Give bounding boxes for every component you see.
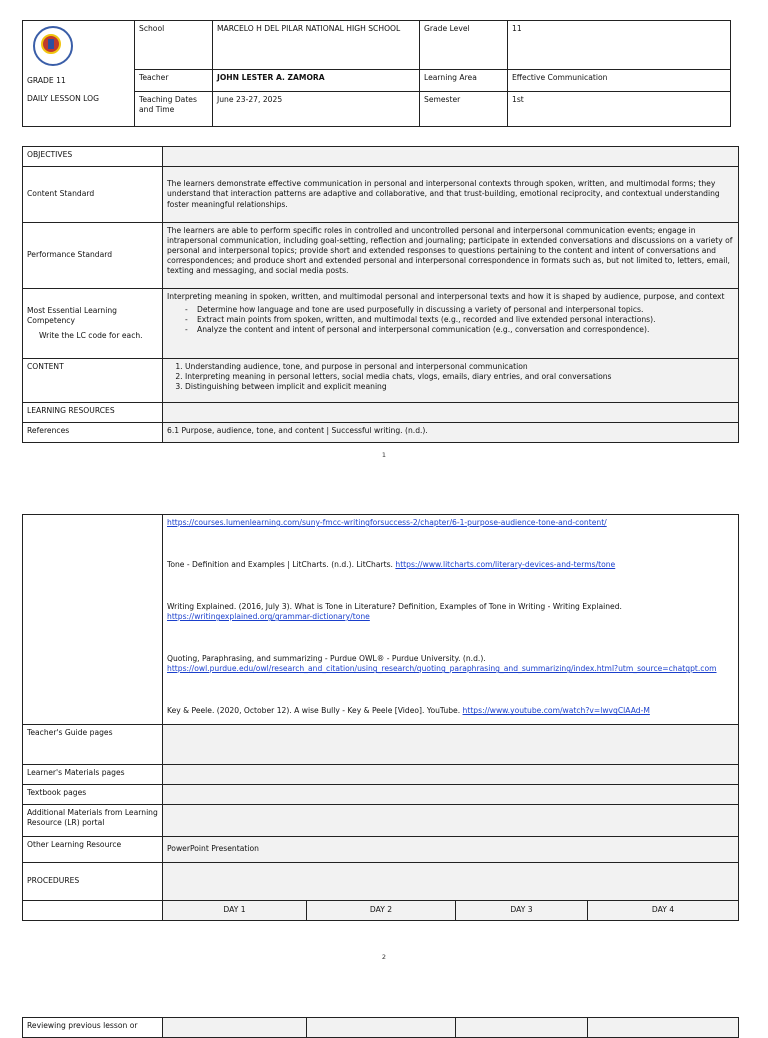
melc-item: - Determine how language and tone are used purposefully in discussing a variety of personal and interpersonal topics. <box>197 305 734 315</box>
school-label: School <box>135 21 213 70</box>
procedures-label: PROCEDURES <box>23 863 163 901</box>
grade-level-value: 11 <box>508 21 731 70</box>
learning-resources-value <box>163 403 739 423</box>
performance-standard-label: Performance Standard <box>23 223 163 289</box>
learning-resources-label: LEARNING RESOURCES <box>23 403 163 423</box>
semester-value: 1st <box>508 91 731 126</box>
objectives-table <box>22 146 739 443</box>
content-item: 2. Interpreting meaning in personal letters, social media chats, vlogs, emails, diary entries, and oral conversations <box>185 372 734 382</box>
objectives-value <box>163 147 739 167</box>
header-table <box>22 20 731 127</box>
references-label: References <box>23 423 163 443</box>
logo-cell <box>23 21 135 70</box>
semester-label: Semester <box>420 91 508 126</box>
content-item: 3. Distinguishing between implicit and explicit meaning <box>185 382 734 392</box>
textbook-label: Textbook pages <box>23 785 163 805</box>
content-list <box>167 362 734 392</box>
day-3-cell <box>456 1018 588 1038</box>
day-4-cell <box>588 1018 739 1038</box>
melc-label-cell <box>23 289 163 359</box>
learners-materials-value <box>163 765 739 785</box>
dates-value: June 23-27, 2025 <box>213 91 420 126</box>
day-3-header: DAY 3 <box>456 901 588 921</box>
dates-label: Teaching Dates and Time <box>135 91 213 126</box>
reference-link[interactable]: https://www.litcharts.com/literary-devices-and-terms/tone <box>395 560 616 570</box>
page3-table <box>22 1017 739 1038</box>
reference-text: Key & Peele. (2020, October 12). A wise Bully - Key & Peele [Video]. YouTube. <box>167 706 461 716</box>
school-value: MARCELO H DEL PILAR NATIONAL HIGH SCHOOL <box>213 21 420 70</box>
textbook-value <box>163 785 739 805</box>
reference-link[interactable]: https://courses.lumenlearning.com/suny-fmcc-writingforsuccess-2/chapter/6-1-purpose-audience-tone-and-content/ <box>167 518 607 527</box>
reference-link[interactable]: https://writingexplained.org/grammar-dictionary/tone <box>167 612 370 622</box>
grade-title-cell <box>23 69 135 126</box>
references-continued-label <box>23 515 163 725</box>
deped-seal-icon <box>33 26 73 66</box>
other-resource-label: Other Learning Resource <box>23 837 163 863</box>
content-cell <box>163 359 739 403</box>
learning-area-label: Learning Area <box>420 69 508 91</box>
day-2-header: DAY 2 <box>307 901 456 921</box>
melc-list <box>167 305 734 335</box>
melc-item: - Extract main points from spoken, written, and multimodal texts (e.g., recorded and live extended personal interactions). <box>197 315 734 325</box>
teachers-guide-value <box>163 725 739 765</box>
teachers-guide-label: Teacher's Guide pages <box>23 725 163 765</box>
content-item: 1. Understanding audience, tone, and purpose in personal and interpersonal communication <box>185 362 734 372</box>
procedures-value <box>163 863 739 901</box>
days-header-label <box>23 901 163 921</box>
performance-standard-text: The learners are able to perform specific roles in controlled and uncontrolled personal and interpersonal communication events; engage in intrapersonal communication, including goal-setting, reflection and journaling; participate in extended conversations and discussions on a variety of personal and interpersonal topics; provide short and extended responses to questions pertaining to the content and intent of conversations and correspondences; and produce short and extended personal and interpersonal correspondence in formats such as, but not limited to, letters, email, texting and messaging, and social media posts. <box>163 223 739 289</box>
page-number: 1 <box>381 451 387 459</box>
day-1-cell <box>163 1018 307 1038</box>
day-1-header: DAY 1 <box>163 901 307 921</box>
day-4-header: DAY 4 <box>588 901 739 921</box>
melc-cell <box>163 289 739 359</box>
content-standard-text: The learners demonstrate effective communication in personal and interpersonal contexts through spoken, written, and multimodal forms; they understand that interaction patterns are adaptive and collaborative, and that trust-building, emotional reciprocity, and contextual understanding foster meaningful relationships. <box>163 167 739 223</box>
melc-item: - Analyze the content and intent of personal and interpersonal communication (e.g., conversation and correspondence). <box>197 325 734 335</box>
learning-area-value: Effective Communication <box>508 69 731 91</box>
teacher-label: Teacher <box>135 69 213 91</box>
page-number: 2 <box>381 953 387 961</box>
melc-note: Write the LC code for each. <box>39 330 143 340</box>
references-continued-table <box>22 514 739 921</box>
additional-materials-label: Additional Materials from Learning Resource (LR) portal <box>23 805 163 837</box>
references-text: 6.1 Purpose, audience, tone, and content | Successful writing. (n.d.). <box>163 423 739 443</box>
reference-link[interactable]: https://www.youtube.com/watch?v=lwvqClAAd-M <box>462 706 650 716</box>
grade-label: GRADE 11 <box>27 76 66 85</box>
day-2-cell <box>307 1018 456 1038</box>
other-resource-value: PowerPoint Presentation <box>163 837 739 863</box>
grade-level-label: Grade Level <box>420 21 508 70</box>
references-continued-cell <box>163 515 739 725</box>
reference-text: Quoting, Paraphrasing, and summarizing - Purdue OWL® - Purdue University. (n.d.). <box>167 654 486 664</box>
melc-intro: Interpreting meaning in spoken, written, and multimodal personal and interpersonal texts and how it is shaped by audience, purpose, and context <box>167 292 725 301</box>
content-standard-label: Content Standard <box>23 167 163 223</box>
objectives-label: OBJECTIVES <box>23 147 163 167</box>
daily-lesson-log-label: DAILY LESSON LOG <box>27 94 99 104</box>
reference-text: Writing Explained. (2016, July 3). What is Tone in Literature? Definition, Examples of Tone in Writing - Writing Explained. <box>167 602 622 612</box>
learners-materials-label: Learner's Materials pages <box>23 765 163 785</box>
content-label: CONTENT <box>23 359 163 403</box>
teacher-value: JOHN LESTER A. ZAMORA <box>213 69 420 91</box>
melc-label: Most Essential Learning Competency <box>27 306 117 326</box>
reference-link[interactable]: https://owl.purdue.edu/owl/research_and_citation/using_research/quoting_paraphrasing_and_summarizing/index.html?utm_source=chatgpt.com <box>167 664 717 674</box>
reference-text: Tone - Definition and Examples | LitCharts. (n.d.). LitCharts. <box>167 560 393 570</box>
reviewing-label: Reviewing previous lesson or <box>23 1018 163 1038</box>
additional-materials-value <box>163 805 739 837</box>
